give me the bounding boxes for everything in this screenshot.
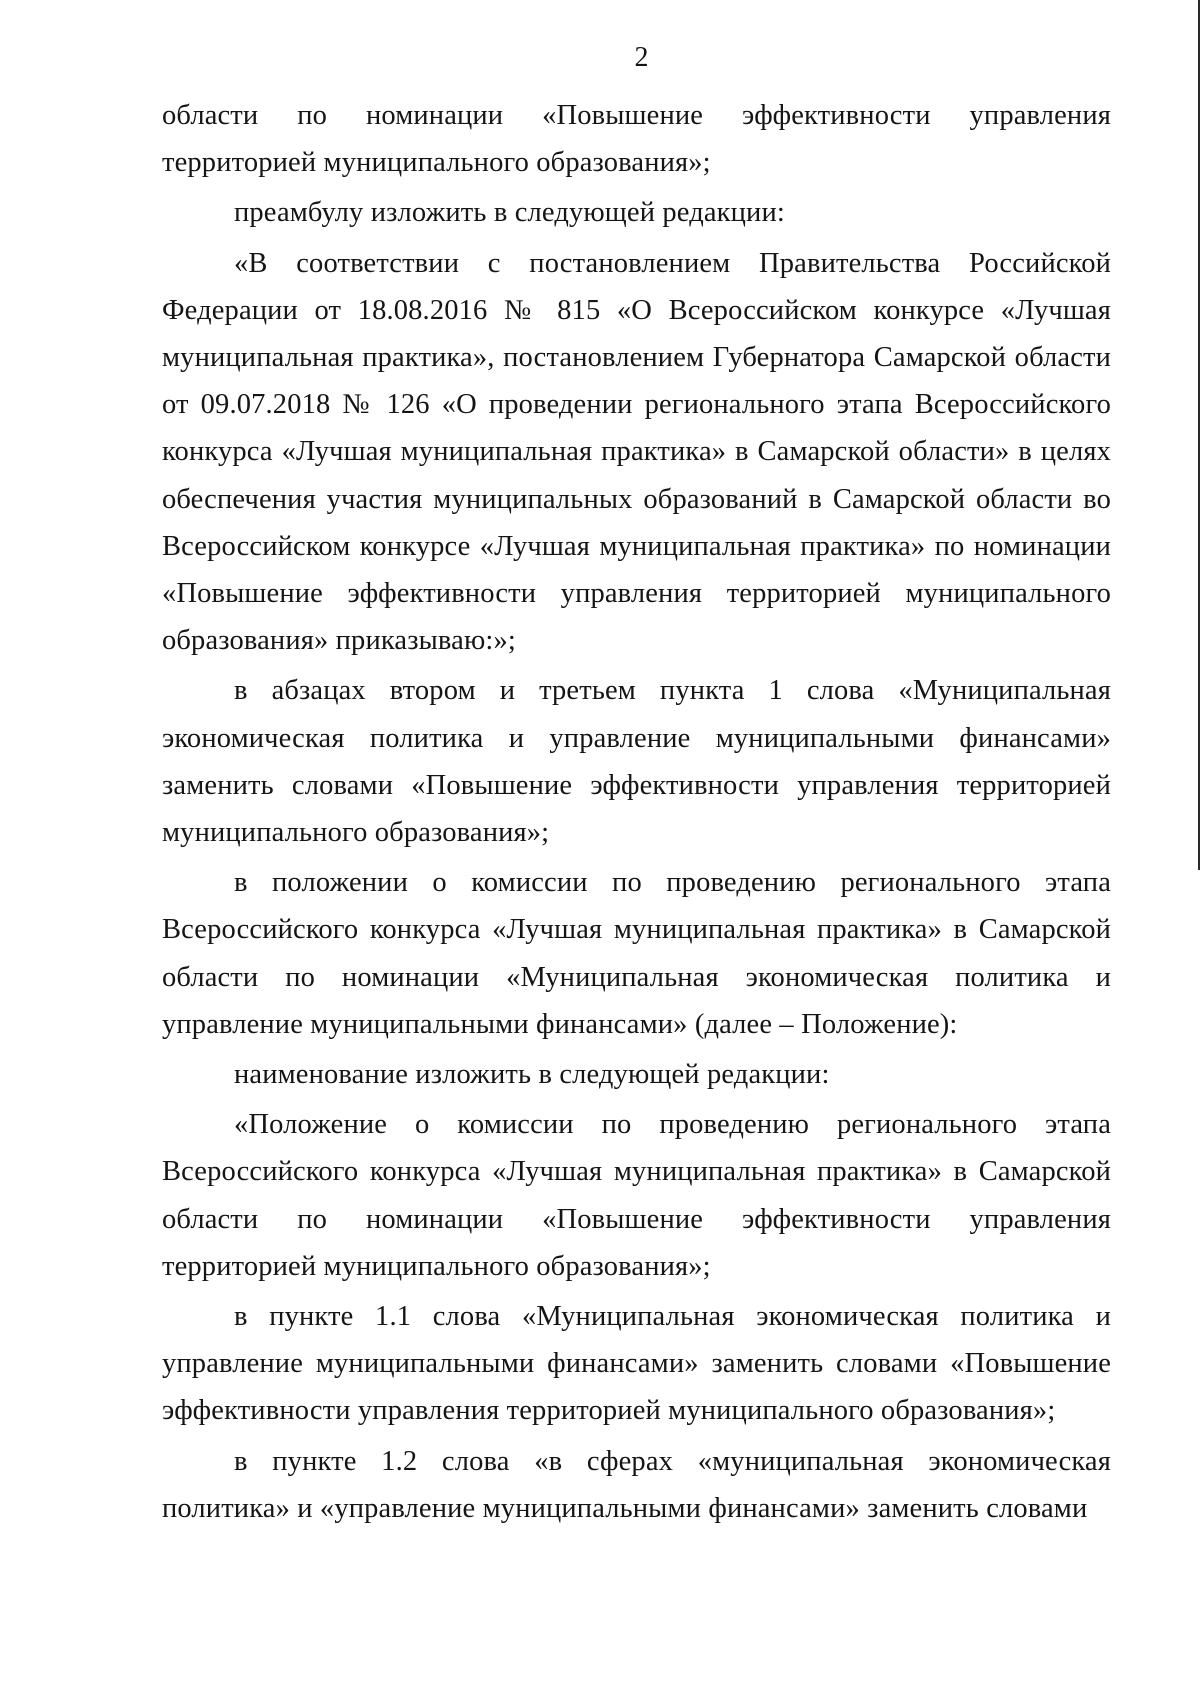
paragraph-continuation: области по номинации «Повышение эффективности управления территорией муниципального образования»; [162, 100, 1111, 179]
paragraph-title-instruction: наименование изложить в следующей редакции: [234, 1059, 830, 1091]
paragraph-regulation-amendment: в положении о комиссии по проведению регионального этапа Всероссийского конкурса «Лучшая муниципальная практика» в Самарской области по номинации «Муниципальная экономическая политика и управление муниципальными финансами» (далее – Положение): [162, 867, 1111, 1040]
document-body [162, 92, 1111, 1532]
paragraph-item-1-1-amendment: в пункте 1.1 слова «Муниципальная экономическая политика и управление муниципальными финансами» заменить словами «Повышение эффективности управления территорией муниципального образования»; [162, 1301, 1111, 1427]
paragraph-item-1-amendment: в абзацах втором и третьем пункта 1 слова «Муниципальная экономическая политика и управление муниципальными финансами» заменить словами «Повышение эффективности управления территорией муниципального образования»; [162, 675, 1111, 849]
paragraph-preamble-instruction: преамбулу изложить в следующей редакции: [234, 197, 785, 229]
paragraph-preamble-text: «В соответствии с постановлением Правительства Российской Федерации от 18.08.2016 № 815 «О Всероссийском конкурсе «Лучшая муниципальная практика», постановлением Губернатора Самарской области от 09.07.2018 № 126 «О проведении регионального этапа Всероссийского конкурса «Лучшая муниципальная практика» в Самарской области» в целях обеспечения участия муниципальных образований в Самарской области во Всероссийском конкурсе «Лучшая муниципальная практика» по номинации «Повышение эффективности управления территорией муниципального образования» приказываю:»; [162, 247, 1111, 657]
page-number: 2 [634, 42, 649, 73]
paragraph-item-1-2-amendment: в пункте 1.2 слова «в сферах «муниципальная экономическая политика» и «управление муниципальными финансами» заменить словами [162, 1445, 1111, 1524]
paragraph-new-title: «Положение о комиссии по проведению регионального этапа Всероссийского конкурса «Лучшая муниципальная практика» в Самарской области по номинации «Повышение эффективности управления территорией муниципального образования»; [162, 1109, 1111, 1282]
